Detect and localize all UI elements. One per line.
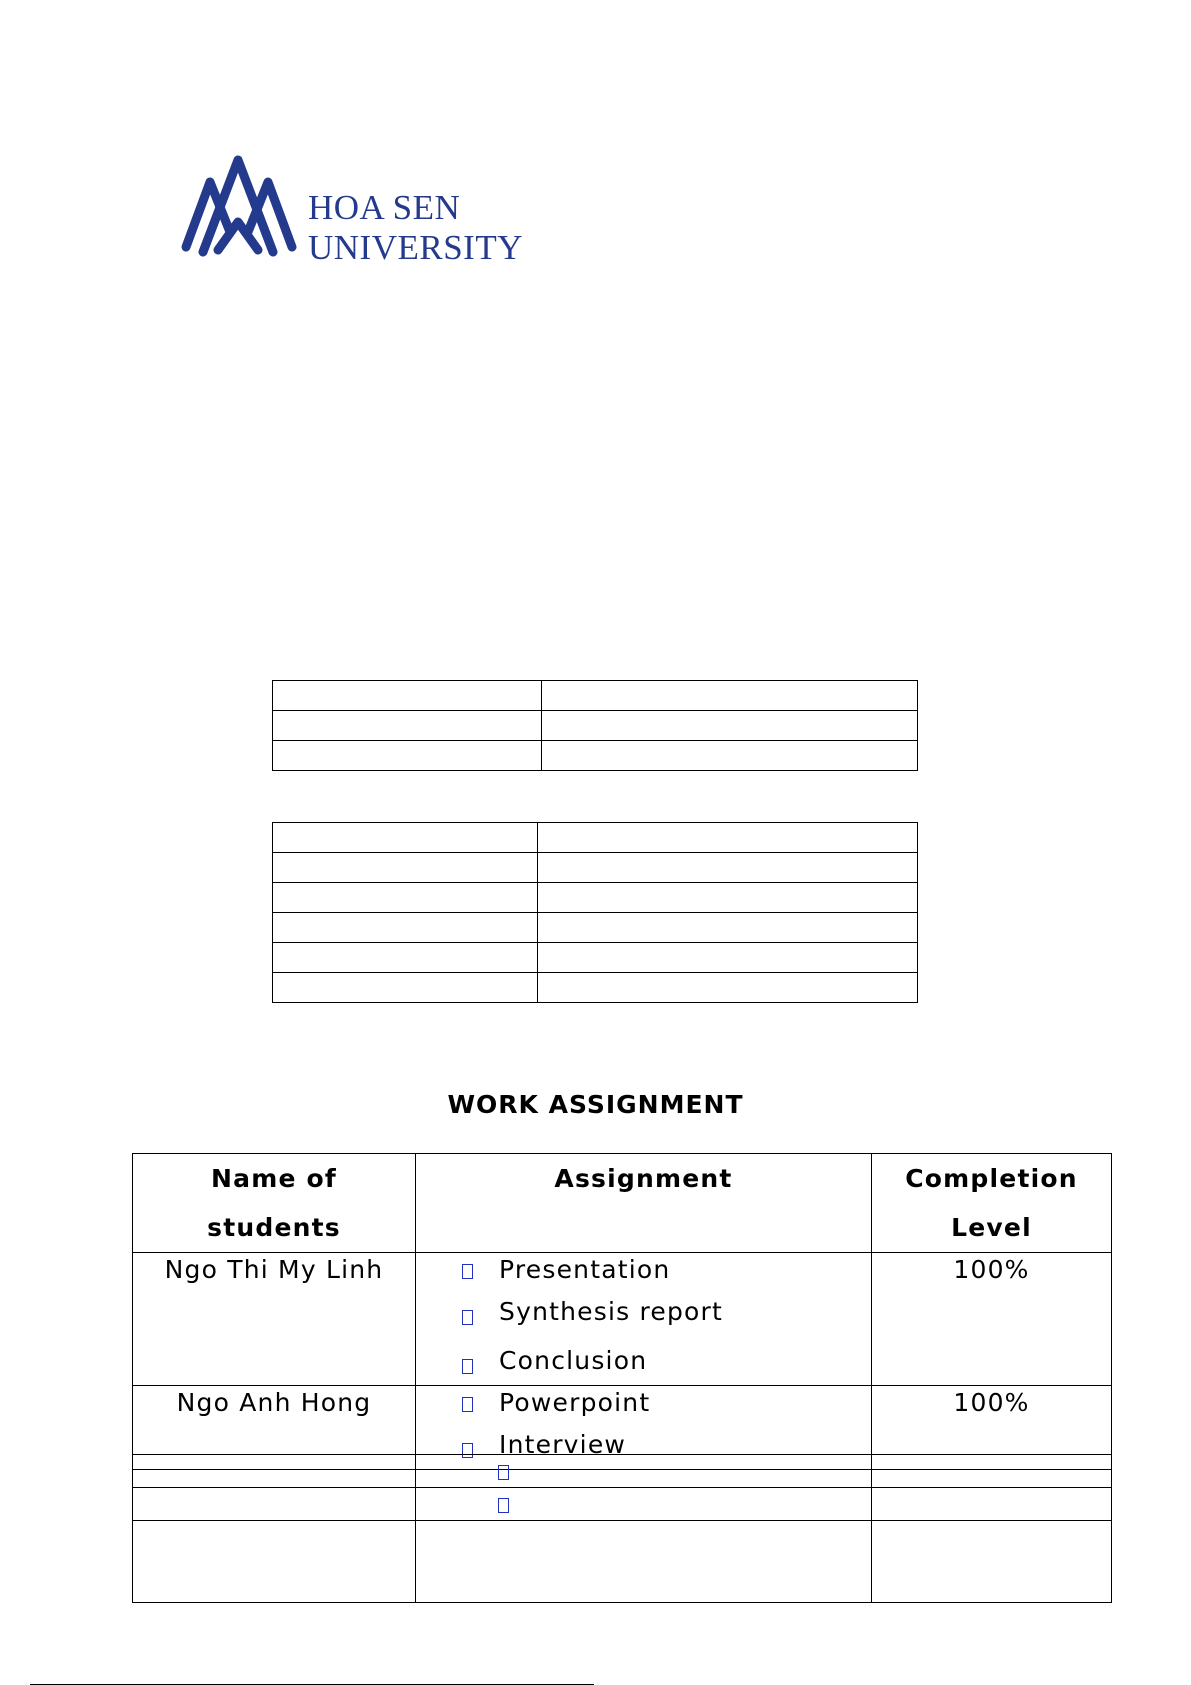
- info-table-2: [272, 822, 918, 1003]
- missing-glyph-box-icon: [462, 1310, 473, 1325]
- student-name: Ngo Thi My Linh: [133, 1253, 416, 1386]
- missing-glyph-box-icon: [462, 1397, 473, 1412]
- table-row: [273, 711, 918, 741]
- header-completion: Completion Level: [872, 1154, 1112, 1253]
- list-item: Interview: [462, 1420, 871, 1469]
- work-assignment-table-continued: [132, 1454, 1112, 1603]
- table-row: [133, 1253, 1112, 1386]
- list-item: Conclusion: [462, 1336, 871, 1385]
- missing-glyph-box-icon: [462, 1264, 473, 1279]
- table-row: [133, 1521, 1112, 1603]
- missing-glyph-box-icon: [498, 1465, 509, 1480]
- logo-line-1: HOA SEN: [308, 188, 461, 227]
- missing-glyph-box-icon: [498, 1498, 509, 1513]
- table-row: [273, 913, 918, 943]
- list-item: Powerpoint: [462, 1386, 871, 1420]
- header-assignment: Assignment: [416, 1154, 872, 1253]
- assignment-cell: [416, 1253, 872, 1386]
- table-row: [273, 741, 918, 771]
- table-row: [133, 1488, 1112, 1521]
- completion-level: 100%: [872, 1386, 1112, 1470]
- university-logo: [178, 142, 538, 272]
- table-row: [273, 943, 918, 973]
- table-header-row: [133, 1154, 1112, 1253]
- table-row: [273, 973, 918, 1003]
- info-table-1: [272, 680, 918, 771]
- header-name: Name of students: [133, 1154, 416, 1253]
- table-row: [273, 681, 918, 711]
- missing-glyph-box-icon: [462, 1359, 473, 1374]
- lotus-mountain-logo-icon: [178, 142, 303, 272]
- list-item: Presentation: [462, 1253, 871, 1287]
- section-title: WORK ASSIGNMENT: [447, 1090, 744, 1119]
- table-row: [273, 823, 918, 853]
- list-item: Synthesis report: [462, 1287, 871, 1336]
- completion-level: 100%: [872, 1253, 1112, 1386]
- table-row: [273, 883, 918, 913]
- student-name: Ngo Anh Hong: [133, 1386, 416, 1470]
- table-row: [273, 853, 918, 883]
- work-assignment-table: [132, 1153, 1112, 1470]
- table-row: [133, 1455, 1112, 1488]
- logo-line-2: UNIVERSITY: [308, 228, 523, 267]
- task-list: [416, 1253, 871, 1385]
